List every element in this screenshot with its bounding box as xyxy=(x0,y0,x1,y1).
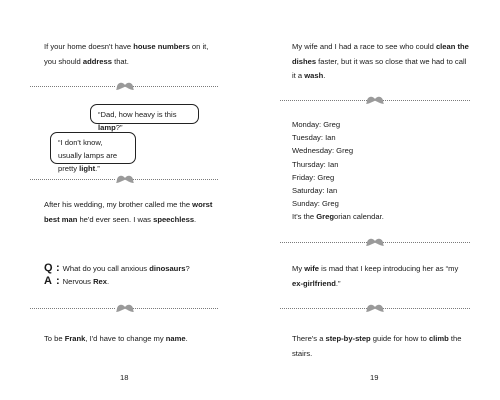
schedule-line: Thursday: Ian xyxy=(292,159,339,169)
dotted-line xyxy=(133,308,218,309)
mustache-icon xyxy=(366,238,384,247)
speech-bubble xyxy=(90,104,199,132)
speech-bubble xyxy=(50,132,136,173)
text: Nervous xyxy=(62,277,94,286)
section-divider xyxy=(30,82,218,92)
text: My wife and I had a race to see who could xyxy=(292,42,436,51)
bold-text: dinosaurs xyxy=(149,264,186,273)
dotted-line xyxy=(383,308,470,309)
dotted-line xyxy=(30,179,115,180)
bold-text: light xyxy=(79,164,96,173)
dotted-line xyxy=(30,308,115,309)
dotted-line xyxy=(133,179,218,180)
text: the stairs. xyxy=(292,334,462,358)
text: “I don't know, usually lamps are pretty xyxy=(58,138,118,173)
bold-text: ex-girlfriend xyxy=(292,278,336,288)
bold-text: house numbers xyxy=(133,42,190,51)
bold-text: speechless xyxy=(153,214,195,224)
dotted-line xyxy=(383,100,470,101)
schedule-line: Tuesday: Ian xyxy=(292,133,336,143)
joke-best-man xyxy=(44,198,220,227)
text: faster, but it was so close that we had to call it a xyxy=(292,56,467,80)
text: .” xyxy=(95,164,100,173)
bold-text: Frank xyxy=(64,334,86,343)
mustache-icon xyxy=(366,96,384,105)
bold-text: clean the dishes xyxy=(292,42,469,66)
text: If your home doesn't have xyxy=(44,42,134,51)
mustache-icon xyxy=(116,304,134,313)
dotted-line xyxy=(133,86,218,87)
section-divider xyxy=(30,175,218,185)
bold-text: Greg xyxy=(316,212,334,222)
colon: : xyxy=(56,262,60,274)
bold-text: wash xyxy=(304,71,324,80)
schedule-line: Monday: Greg xyxy=(292,120,341,129)
bold-text: Rex xyxy=(93,277,107,286)
section-divider xyxy=(280,238,470,248)
text: What do you call anxious xyxy=(62,264,150,273)
text: that. xyxy=(111,56,129,66)
text: on it, you should xyxy=(44,42,209,66)
text: .” xyxy=(335,278,341,288)
text: guide for how to xyxy=(370,334,429,343)
dotted-line xyxy=(30,86,115,87)
text: To be xyxy=(44,334,65,343)
text: is mad that I keep introducing her as “my xyxy=(319,264,459,273)
text: . xyxy=(194,214,197,224)
section-divider xyxy=(30,304,218,314)
question-letter: Q xyxy=(44,262,53,274)
joke-ex-girlfriend xyxy=(292,262,470,291)
schedule-line: Friday: Greg xyxy=(292,172,335,182)
page-right xyxy=(250,0,500,400)
page-number: 18 xyxy=(120,373,129,382)
text: There's a xyxy=(292,334,326,343)
qa-block xyxy=(44,262,224,288)
answer-letter: A xyxy=(44,275,52,287)
dotted-line xyxy=(280,100,367,101)
bold-text: climb xyxy=(428,334,449,343)
dotted-line xyxy=(383,242,470,243)
mustache-icon xyxy=(116,82,134,91)
calendar-punchline xyxy=(292,210,384,223)
joke-frank xyxy=(44,332,220,347)
text: . xyxy=(185,334,188,343)
mustache-icon xyxy=(116,175,134,184)
text: orian calendar. xyxy=(333,212,384,222)
section-divider xyxy=(280,96,470,106)
answer-row xyxy=(44,275,224,288)
text: ? xyxy=(185,264,190,273)
section-divider xyxy=(280,304,470,314)
text: It's the xyxy=(292,212,317,222)
text: ?” xyxy=(115,123,123,132)
joke-stairs xyxy=(292,332,470,361)
bold-text: name xyxy=(165,334,186,343)
schedule-line: Wednesday: Greg xyxy=(292,146,354,156)
text: . xyxy=(323,71,326,80)
text: My xyxy=(292,264,305,273)
mustache-icon xyxy=(366,304,384,313)
text: , I'd have to change my xyxy=(85,334,166,343)
dotted-line xyxy=(280,308,367,309)
text: . xyxy=(107,277,110,286)
weekday-schedule xyxy=(292,118,384,224)
page-number: 19 xyxy=(370,373,379,382)
dotted-line xyxy=(280,242,367,243)
schedule-line: Saturday: Ian xyxy=(292,186,338,196)
joke-house-numbers xyxy=(44,40,220,69)
question-row xyxy=(44,262,224,275)
schedule-line: Sunday: Greg xyxy=(292,199,339,209)
text: After his wedding, my brother called me the xyxy=(44,200,193,209)
text: he'd ever seen. I was xyxy=(77,214,154,224)
bold-text: step-by-step xyxy=(325,334,371,343)
bold-text: wife xyxy=(304,264,320,273)
joke-wash xyxy=(292,40,470,84)
bold-text: lamp xyxy=(98,123,116,132)
text: “Dad, how heavy is this xyxy=(98,110,177,119)
bold-text: worst best man xyxy=(44,200,213,224)
colon: : xyxy=(56,275,60,287)
bold-text: address xyxy=(82,56,112,66)
